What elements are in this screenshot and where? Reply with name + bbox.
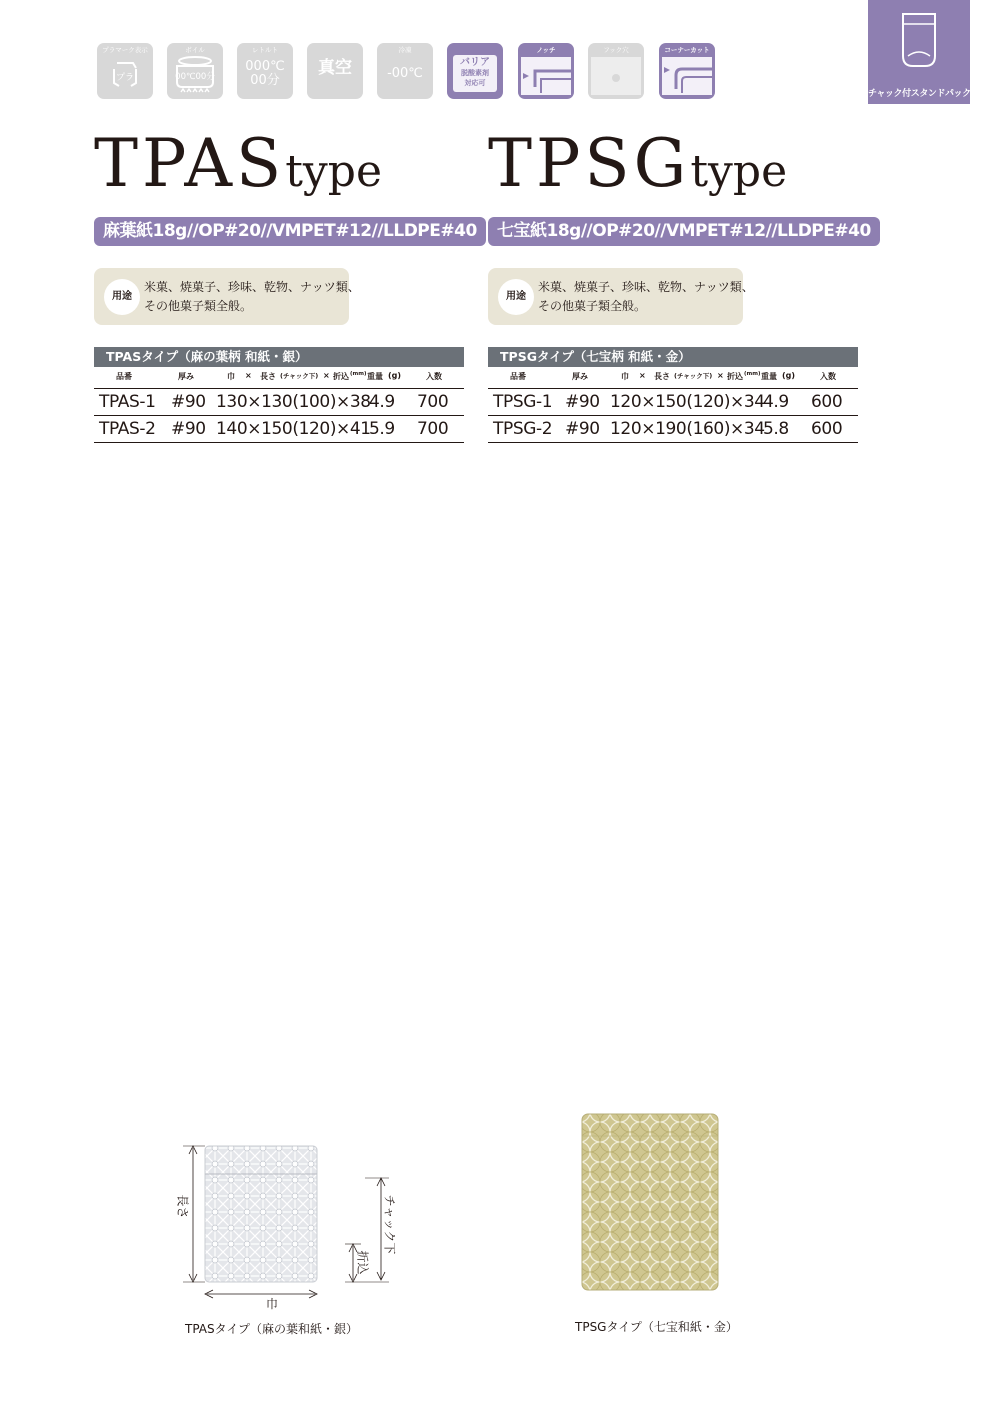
dim-length-label: 長さ	[175, 1194, 190, 1219]
feature-title: 冷凍	[398, 46, 412, 54]
cell-size: 120×150(120)×34	[610, 392, 765, 412]
feature-title: プラマーク表示	[102, 46, 148, 54]
feature-title: ボイル	[185, 46, 205, 54]
cell-thickness: #90	[171, 392, 206, 412]
usage-box	[94, 268, 360, 325]
col-chuck: (チャック下)	[674, 372, 713, 380]
tpsg-caption: TPSGタイプ（七宝和紙・金）	[575, 1320, 738, 1334]
cell-size: 130×130(100)×38	[216, 392, 371, 412]
table-title: TPASタイプ（麻の葉柄 和紙・銀）	[94, 347, 464, 367]
category-label: チャック付スタンドパック袋	[868, 89, 980, 99]
table-row	[94, 388, 464, 415]
col-g: (g)	[782, 371, 796, 380]
corner-cut-icon	[662, 57, 712, 95]
usage-line: その他菓子類全般。	[144, 299, 253, 313]
cell-code: TPSG-2	[493, 419, 553, 439]
col-fold: 折込	[333, 372, 349, 381]
col-width: 巾	[227, 372, 235, 381]
vacuum-text: 真空	[318, 58, 352, 78]
cell-code: TPAS-1	[99, 392, 156, 412]
barrier-line3: 対応可	[464, 79, 486, 87]
cell-qty: 700	[417, 419, 449, 439]
material-bar: 麻葉紙18g//OP#20//VMPET#12//LLDPE#40	[94, 217, 486, 246]
hook-hole-feature	[588, 43, 644, 99]
usage-box	[488, 268, 754, 325]
cell-weight: 5.8	[763, 419, 789, 439]
feature-title: コーナーカット	[664, 46, 710, 54]
pla-mark-text: プラ	[115, 73, 135, 83]
cell-thickness: #90	[171, 419, 206, 439]
retort-feature	[237, 43, 293, 99]
feature-title: レトルト	[252, 46, 278, 54]
feature-title: フック穴	[603, 46, 629, 54]
stand-pouch-icon	[900, 12, 938, 68]
col-weight: 重量	[367, 372, 383, 381]
feature-title: ノッチ	[536, 46, 556, 54]
cell-thickness: #90	[565, 392, 600, 412]
tpas-caption: TPASタイプ（麻の葉和紙・銀）	[185, 1322, 359, 1336]
col-x: ×	[245, 371, 252, 380]
usage-text	[144, 278, 360, 316]
col-x: ×	[639, 371, 646, 380]
usage-line: その他菓子類全般。	[538, 299, 647, 313]
table-title: TPSGタイプ（七宝柄 和紙・金）	[488, 347, 858, 367]
table-row	[488, 388, 858, 415]
cell-weight: 5.9	[369, 419, 395, 439]
dim-width-label: 巾	[266, 1297, 279, 1311]
dim-fold-label: 折込	[355, 1250, 370, 1275]
usage-label: 用途	[104, 279, 140, 315]
col-qty: 入数	[426, 372, 442, 381]
col-weight: 重量	[761, 372, 777, 381]
product-suffix: type	[285, 146, 382, 197]
usage-line: 米菓、焼菓子、珍味、乾物、ナッツ類、	[538, 280, 754, 294]
notch-feature	[518, 43, 574, 99]
tpsg-pouch-figure	[580, 1112, 720, 1292]
barrier-line2: 脱酸素剤	[461, 69, 489, 77]
col-length: 長さ	[654, 372, 670, 381]
cell-thickness: #90	[565, 419, 600, 439]
cell-qty: 700	[417, 392, 449, 412]
dim-chuck-label: チャック下	[382, 1194, 397, 1255]
col-width: 巾	[621, 372, 629, 381]
usage-label: 用途	[498, 279, 534, 315]
col-x: ×	[323, 371, 330, 380]
col-qty: 入数	[820, 372, 836, 381]
cell-size: 140×150(120)×41	[216, 419, 371, 439]
pla-mark-feature	[97, 43, 153, 99]
tpas-pouch-image	[175, 1140, 415, 1315]
barrier-box	[453, 55, 497, 92]
product-title	[94, 125, 382, 202]
cell-qty: 600	[811, 419, 843, 439]
spec-table	[488, 371, 858, 443]
pla-mark-icon	[111, 59, 139, 89]
barrier-title: バリア	[460, 57, 490, 68]
tpsg-pouch-image	[580, 1112, 720, 1292]
vacuum-feature	[307, 43, 363, 99]
spec-header	[488, 371, 858, 388]
usage-text	[538, 278, 754, 316]
cell-weight: 4.9	[763, 392, 789, 412]
boil-feature	[167, 43, 223, 99]
retort-time: 00分	[250, 73, 280, 88]
col-mm: (mm)	[350, 371, 367, 377]
product-code: TPAS	[94, 125, 286, 202]
cell-qty: 600	[811, 392, 843, 412]
retort-temp: 000℃	[245, 59, 285, 74]
spec-table	[94, 371, 464, 443]
product-title	[488, 125, 787, 202]
cell-code: TPSG-1	[493, 392, 553, 412]
boil-pot-icon	[173, 54, 217, 96]
product-code: TPSG	[488, 125, 691, 202]
usage-line: 米菓、焼菓子、珍味、乾物、ナッツ類、	[144, 280, 360, 294]
freeze-feature	[377, 43, 433, 99]
hook-hole-icon	[591, 57, 641, 95]
col-thickness: 厚み	[178, 372, 194, 381]
cell-size: 120×190(160)×34	[610, 419, 765, 439]
product-suffix: type	[690, 146, 788, 197]
cell-weight: 4.9	[369, 392, 395, 412]
notch-icon	[521, 57, 571, 95]
category-tab	[868, 0, 980, 104]
col-thickness: 厚み	[572, 372, 588, 381]
table-row	[94, 415, 464, 443]
col-g: (g)	[388, 371, 402, 380]
col-x: ×	[717, 371, 724, 380]
col-fold: 折込	[727, 372, 743, 381]
tpas-pouch-figure	[175, 1140, 415, 1315]
boil-text: 00℃00分	[175, 72, 215, 82]
col-code: 品番	[116, 372, 132, 381]
corner-cut-feature	[659, 43, 715, 99]
col-length: 長さ	[260, 372, 276, 381]
spec-header	[94, 371, 464, 388]
material-bar: 七宝紙18g//OP#20//VMPET#12//LLDPE#40	[488, 217, 880, 246]
col-code: 品番	[510, 372, 526, 381]
table-row	[488, 415, 858, 443]
freeze-temp: -00℃	[387, 66, 423, 81]
col-chuck: (チャック下)	[280, 372, 319, 380]
barrier-feature	[447, 43, 503, 99]
cell-code: TPAS-2	[99, 419, 156, 439]
col-mm: (mm)	[744, 371, 761, 377]
